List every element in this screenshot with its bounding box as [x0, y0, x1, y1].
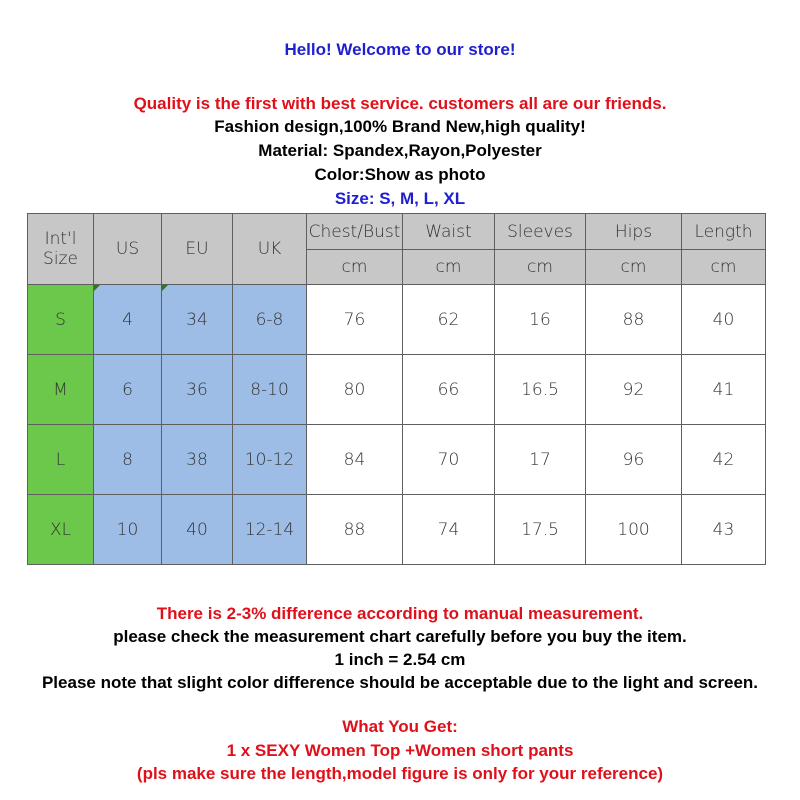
waist-cell: 74 [403, 495, 495, 565]
color-text: Color:Show as photo [314, 165, 486, 184]
length-cell: 40 [682, 285, 766, 355]
header-eu: EU [162, 214, 233, 285]
table-row [28, 285, 766, 355]
unit-cell: cm [307, 250, 403, 285]
header-length: Length [682, 214, 766, 250]
waist-cell: 70 [403, 425, 495, 495]
us-cell: 4 [94, 285, 162, 355]
header-chest-bust: Chest/Bust [307, 214, 403, 250]
hips-cell: 100 [586, 495, 682, 565]
size-cell: M [28, 355, 94, 425]
eu-cell: 38 [162, 425, 233, 495]
length-cell: 42 [682, 425, 766, 495]
cell-marker-icon [94, 285, 100, 291]
header-uk: UK [233, 214, 307, 285]
us-cell: 6 [94, 355, 162, 425]
eu-cell: 40 [162, 495, 233, 565]
welcome-text: Hello! Welcome to our store! [284, 40, 516, 59]
cell-marker-icon [162, 285, 168, 291]
header-intl-size: Int'l Size [28, 214, 94, 285]
check-note: please check the measurement chart carefully before you buy the item. [113, 627, 687, 646]
chest-cell: 80 [307, 355, 403, 425]
length-cell: 43 [682, 495, 766, 565]
uk-cell: 10-12 [233, 425, 307, 495]
hips-cell: 92 [586, 355, 682, 425]
hips-cell: 96 [586, 425, 682, 495]
table-row [28, 425, 766, 495]
inch-note: 1 inch = 2.54 cm [334, 650, 466, 669]
header-us: US [94, 214, 162, 285]
table-row [28, 495, 766, 565]
uk-cell: 12-14 [233, 495, 307, 565]
chest-cell: 88 [307, 495, 403, 565]
table-row [28, 355, 766, 425]
unit-cell: cm [403, 250, 495, 285]
sleeves-cell: 16.5 [495, 355, 586, 425]
header-sleeves: Sleeves [495, 214, 586, 250]
size-chart-table [27, 213, 766, 565]
chest-cell: 76 [307, 285, 403, 355]
waist-cell: 62 [403, 285, 495, 355]
us-cell: 10 [94, 495, 162, 565]
hips-cell: 88 [586, 285, 682, 355]
us-cell: 8 [94, 425, 162, 495]
size-cell: S [28, 285, 94, 355]
sleeves-cell: 17 [495, 425, 586, 495]
sleeves-cell: 17.5 [495, 495, 586, 565]
size-text: Size: S, M, L, XL [334, 189, 466, 208]
sleeves-cell: 16 [495, 285, 586, 355]
length-cell: 41 [682, 355, 766, 425]
size-cell: L [28, 425, 94, 495]
eu-cell: 36 [162, 355, 233, 425]
table-header-row [28, 214, 766, 250]
reference-note: (pls make sure the length,model figure is only for your reference) [136, 764, 664, 783]
eu-cell: 34 [162, 285, 233, 355]
unit-cell: cm [682, 250, 766, 285]
uk-cell: 8-10 [233, 355, 307, 425]
unit-cell: cm [586, 250, 682, 285]
difference-note: There is 2-3% difference according to manual measurement. [156, 604, 644, 623]
fashion-text: Fashion design,100% Brand New,high quality! [214, 117, 586, 136]
color-difference-note: Please note that slight color difference should be acceptable due to the light and screen. [41, 673, 759, 692]
uk-cell: 6-8 [233, 285, 307, 355]
size-cell: XL [28, 495, 94, 565]
header-hips: Hips [586, 214, 682, 250]
waist-cell: 66 [403, 355, 495, 425]
header-waist: Waist [403, 214, 495, 250]
package-contents: 1 x SEXY Women Top +Women short pants [226, 741, 574, 760]
material-text: Material: Spandex,Rayon,Polyester [258, 141, 542, 160]
unit-cell: cm [495, 250, 586, 285]
chest-cell: 84 [307, 425, 403, 495]
quality-text: Quality is the first with best service. customers all are our friends. [133, 94, 667, 113]
what-you-get-title: What You Get: [342, 717, 458, 736]
